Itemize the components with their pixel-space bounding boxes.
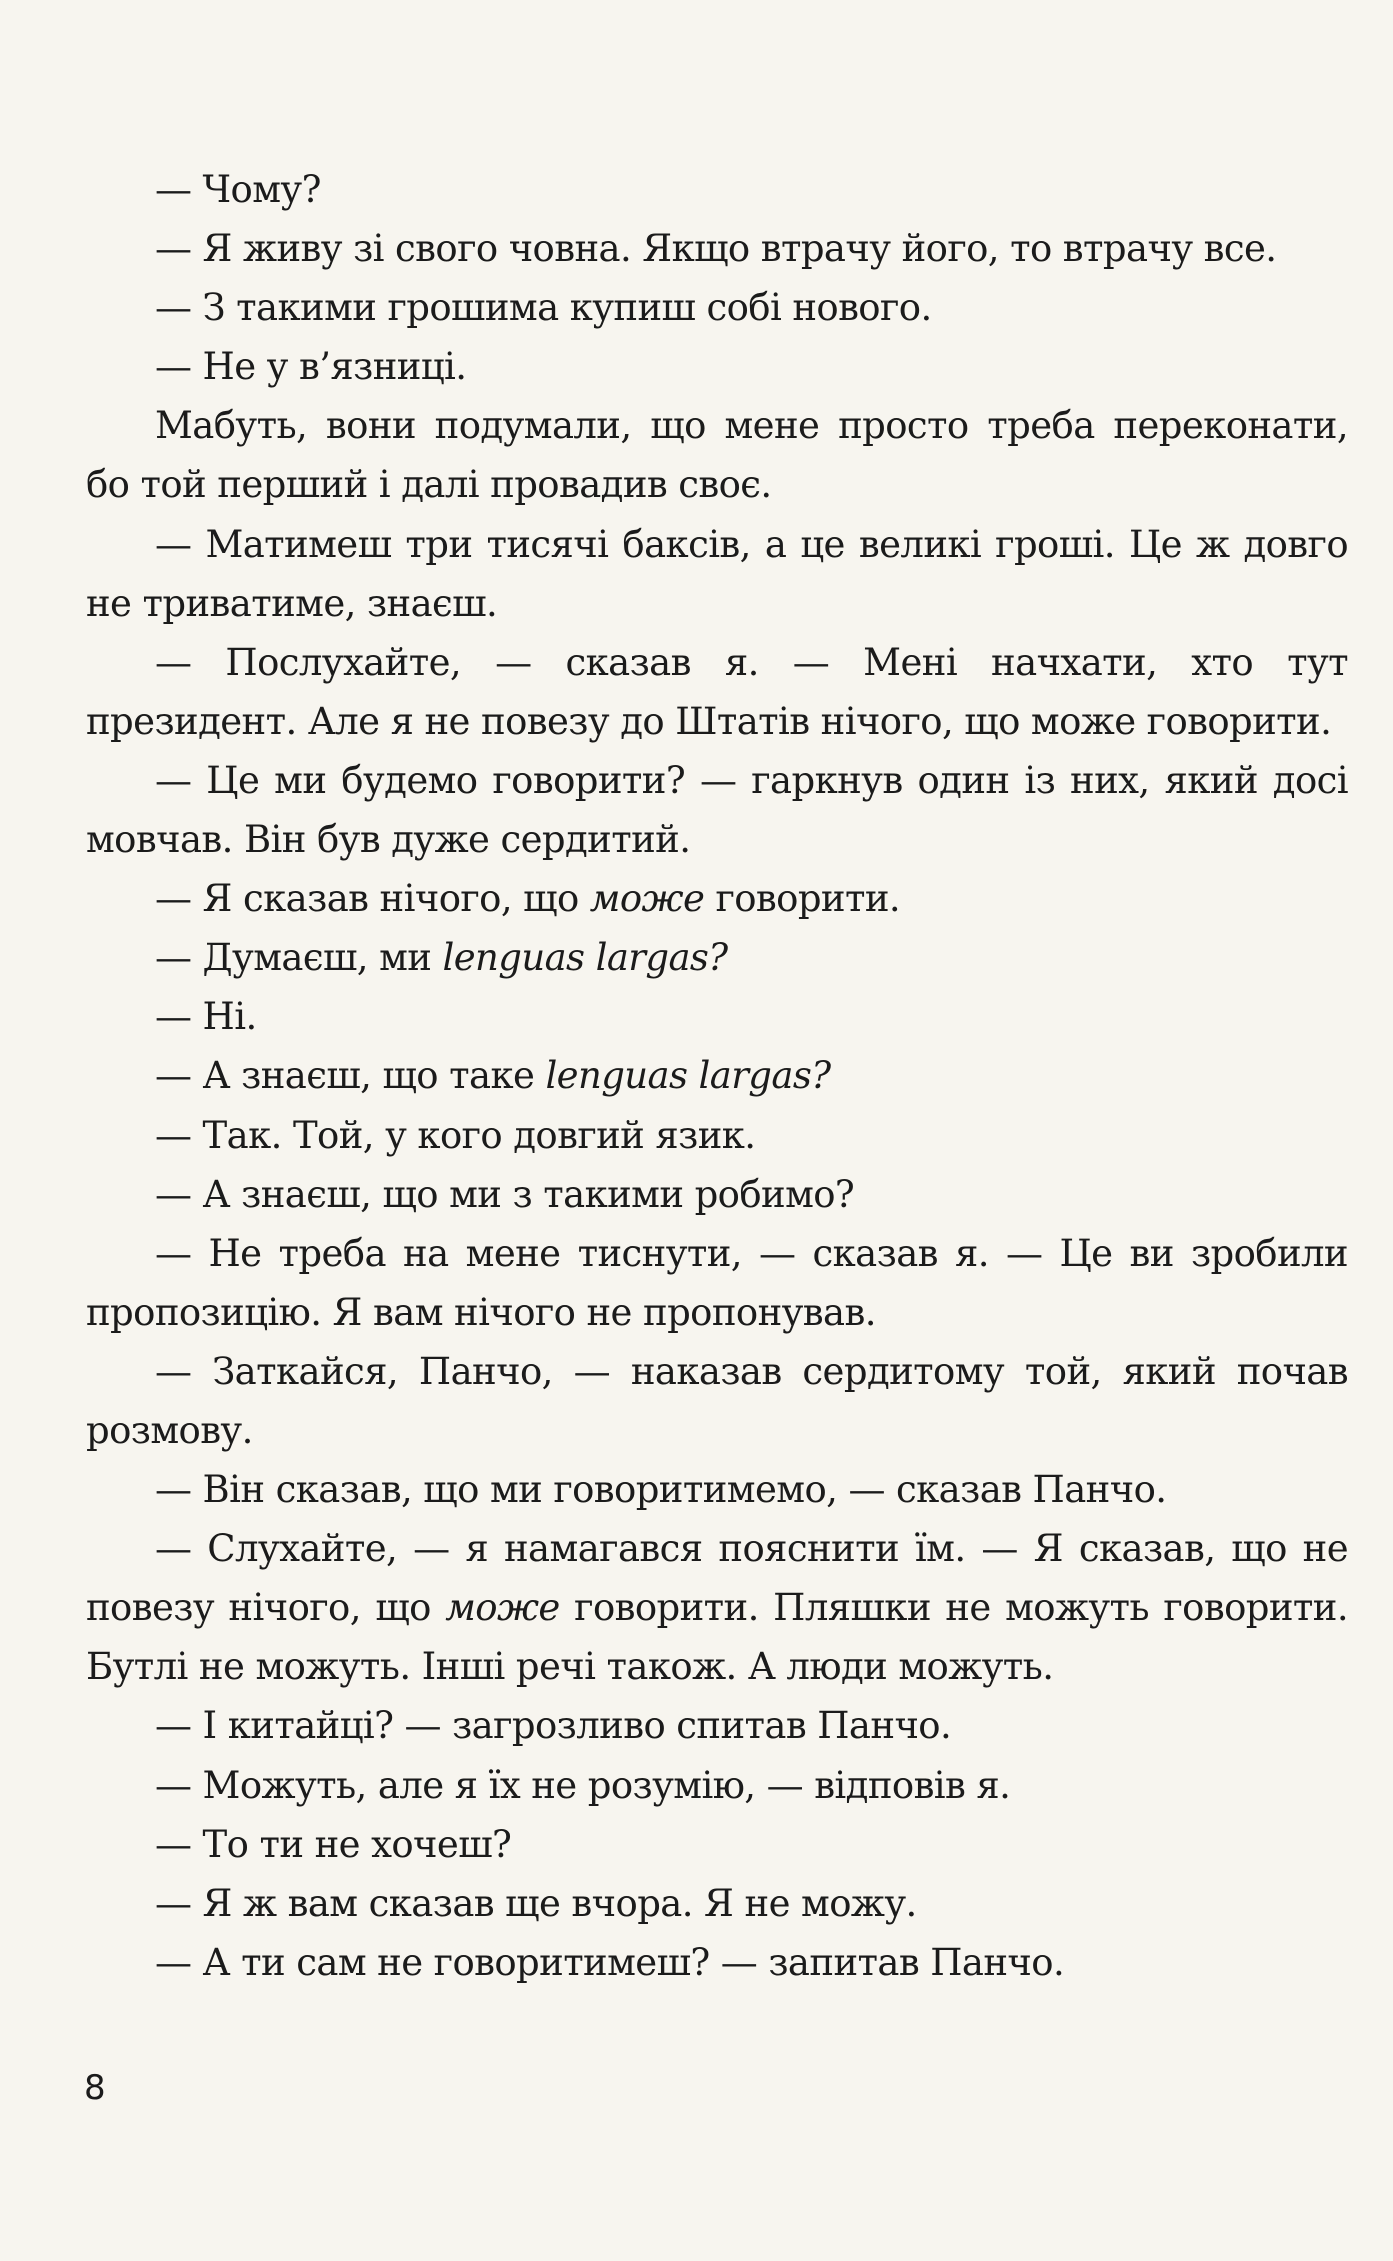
paragraph (86, 219, 1348, 278)
paragraph (86, 1460, 1348, 1519)
text-segment: — Можуть, але я їх не розумію, — відповів я. (155, 1763, 1011, 1807)
paragraph (86, 1519, 1348, 1696)
text-segment: — Чому? (155, 168, 321, 211)
paragraph (86, 987, 1348, 1046)
text-segment: — А знаєш, що ми з такими робимо? (155, 1172, 855, 1216)
text-segment: — Ні. (155, 995, 257, 1039)
text-segment: — То ти не хочеш? (155, 1822, 512, 1866)
paragraph (86, 1696, 1348, 1755)
paragraph (86, 1224, 1348, 1342)
italic-text: lenguas largas? (545, 1054, 831, 1098)
paragraph (86, 515, 1348, 633)
italic-text: може (445, 1586, 560, 1630)
paragraph (86, 869, 1348, 928)
text-segment: говорити. Пляшки не можуть говорити. Бутлі не можуть. Інші речі також. А люди можуть. (86, 1586, 1348, 1689)
paragraph (86, 751, 1348, 869)
body-text (86, 160, 1348, 1992)
paragraph (86, 1756, 1348, 1815)
paragraph (86, 337, 1348, 396)
paragraph (86, 1165, 1348, 1224)
text-segment: — Заткайся, Панчо, — наказав сердитому той, який почав розмову. (86, 1349, 1348, 1452)
text-segment: говорити. (704, 877, 901, 921)
text-segment: — І китайці? — загрозливо спитав Панчо. (155, 1704, 952, 1748)
paragraph (86, 1933, 1348, 1992)
text-segment: — Я живу зі свого човна. Якщо втрачу його, то втрачу все. (155, 227, 1277, 271)
paragraph (86, 160, 1348, 219)
italic-text: може (589, 877, 705, 921)
text-segment: — Послухайте, — сказав я. — Мені начхати, хто тут президент. Але я не повезу до Штатів нічого, що може говорити. (86, 640, 1348, 743)
text-segment: — Так. Той, у кого довгий язик. (155, 1113, 756, 1157)
paragraph (86, 1874, 1348, 1933)
text-segment: — Не у в’язниці. (155, 345, 467, 389)
text-segment: — Я сказав нічого, що (155, 877, 590, 921)
italic-text: lenguas largas? (442, 936, 728, 980)
text-segment: — А знаєш, що таке (155, 1054, 546, 1098)
text-segment: — Не треба на мене тиснути, — сказав я. — Це ви зробили пропозицію. Я вам нічого не пропонував. (86, 1231, 1348, 1334)
text-segment: Мабуть, вони подумали, що мене просто треба переконати, бо той перший і далі провадив своє. (86, 404, 1348, 507)
paragraph (86, 1046, 1348, 1105)
text-segment: — Матимеш три тисячі баксів, а це великі гроші. Це ж довго не триватиме, знаєш. (86, 522, 1348, 625)
paragraph (86, 1106, 1348, 1165)
page-number: 8 (84, 2068, 106, 2108)
paragraph (86, 396, 1348, 514)
text-segment: — Думаєш, ми (155, 936, 443, 980)
text-segment: — Це ми будемо говорити? — гаркнув один із них, який досі мовчав. Він був дуже сердитий. (86, 758, 1348, 862)
paragraph (86, 1342, 1348, 1460)
paragraph (86, 928, 1348, 987)
text-segment: — Слухайте, — я намагався пояснити їм. — Я сказав, що не повезу нічого, що (86, 1527, 1348, 1630)
paragraph (86, 278, 1348, 337)
text-segment: — Я ж вам сказав ще вчора. Я не можу. (155, 1881, 917, 1925)
paragraph (86, 1815, 1348, 1874)
text-segment: — Він сказав, що ми говоритимемо, — сказав Панчо. (155, 1468, 1167, 1512)
text-segment: — А ти сам не говоритимеш? — запитав Панчо. (155, 1940, 1065, 1984)
text-segment: — З такими грошима купиш собі нового. (155, 286, 932, 330)
paragraph (86, 633, 1348, 751)
